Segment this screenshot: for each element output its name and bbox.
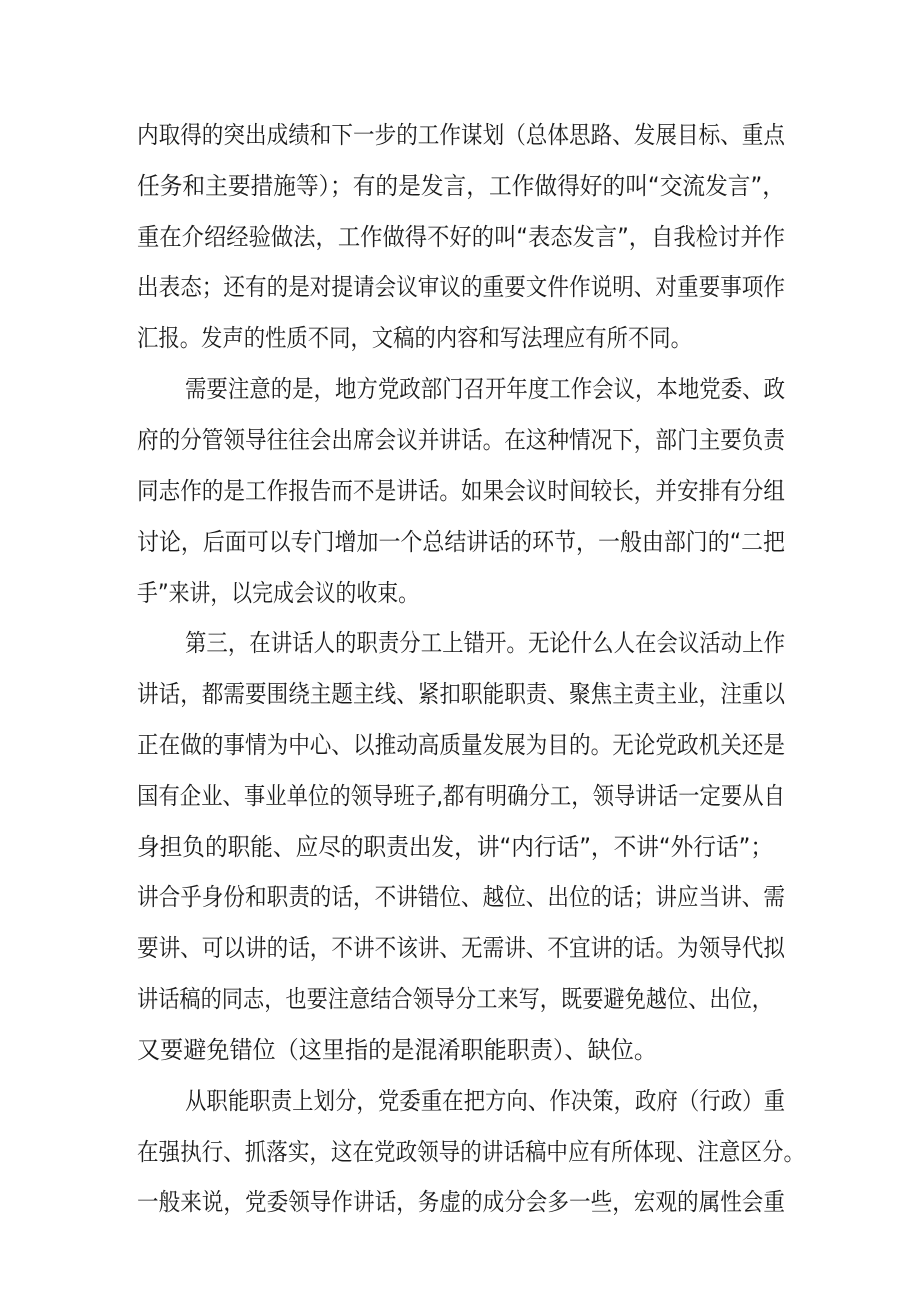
line-text: 第三，在讲话人的职责分工上错开。无论什么人在会议活动上作 [185,629,785,657]
text-line [0,217,920,257]
line-text: 汇报。发声的性质不同，文稿的内容和写法理应有所不同。 [137,324,692,352]
line-text: 在强执行、抓落实，这在党政领导的讲话稿中应有所体现、注意区分。 [137,1138,805,1166]
text-line [0,827,920,867]
text-line [0,267,920,307]
text-line [0,674,920,714]
line-text: 又要避免错位（这里指的是混淆职能职责）、缺位。 [137,1036,657,1064]
line-text: 身担负的职能、应尽的职责出发，讲“内行话”，不讲“外行话”； [137,833,773,861]
text-line [0,1132,920,1172]
text-line [0,776,920,816]
line-text: 要讲、可以讲的话，不讲不该讲、无需讲、不宜讲的话。为领导代拟 [137,934,785,962]
line-text: 重在介绍经验做法，工作做得不好的叫“表态发言”，自我检讨并作 [137,223,785,251]
line-text: 国有企业、事业单位的领导班子,都有明确分工，领导讲话一定要从自 [137,782,785,810]
line-text: 讲合乎身份和职责的话，不讲错位、越位、出位的话；讲应当讲、需 [137,883,785,911]
line-text: 从职能职责上划分，党委重在把方向、作决策，政府（行政）重 [185,1087,785,1115]
text-line [0,573,920,613]
line-text: 讨论，后面可以专门增加一个总结讲话的环节，一般由部门的“二把 [137,528,785,556]
text-line [0,318,920,358]
text-line [0,623,920,663]
text-line [0,877,920,917]
line-text: 内取得的突出成绩和下一步的工作谋划（总体思路、发展目标、重点 [137,121,785,149]
text-line [0,1182,920,1222]
text-line [0,1030,920,1070]
text-line [0,166,920,206]
line-text: 出表态；还有的是对提请会议审议的重要文件作说明、对重要事项作 [137,273,785,301]
line-text: 手”来讲，以完成会议的收束。 [137,579,419,607]
line-text: 正在做的事情为中心、以推动高质量发展为目的。无论党政机关还是 [137,731,785,759]
line-text: 府的分管领导往往会出席会议并讲话。在这种情况下，部门主要负责 [137,426,785,454]
text-line [0,115,920,155]
text-line [0,725,920,765]
text-line [0,979,920,1019]
line-text: 一般来说，党委领导作讲话，务虚的成分会多一些，宏观的属性会重 [137,1188,785,1216]
text-line [0,928,920,968]
line-text: 同志作的是工作报告而不是讲话。如果会议时间较长，并安排有分组 [137,477,785,505]
line-text: 讲话，都需要围绕主题主线、紧扣职能职责、聚焦主责主业，注重以 [137,680,785,708]
text-line [0,1081,920,1121]
line-text: 讲话稿的同志，也要注意结合领导分工来写，既要避免越位、出位， [137,985,773,1013]
line-text: 需要注意的是，地方党政部门召开年度工作会议，本地党委、政 [185,375,785,403]
line-text: 任务和主要措施等）；有的是发言，工作做得好的叫“交流发言”， [137,172,785,200]
text-line [0,369,920,409]
text-line [0,420,920,460]
text-line [0,471,920,511]
text-line [0,522,920,562]
